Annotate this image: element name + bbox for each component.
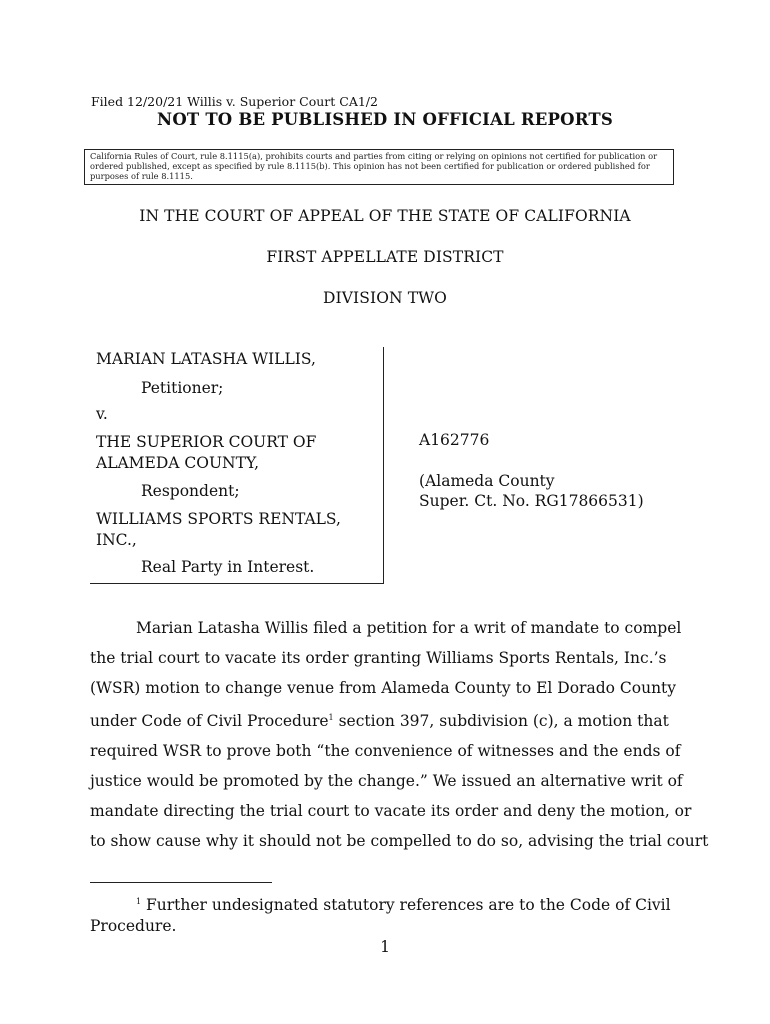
real-party-role: Real Party in Interest. <box>141 558 315 576</box>
county-line1: (Alameda County <box>419 472 555 490</box>
rule-notice-text: California Rules of Court, rule 8.1115(a), prohibits courts and parties from citing or relying on opinions not certified for publication or ordered published, except as specified by rule 8.1115(b). This opinion has not been certified for publication or ordered published for purposes of rule 8.1115. <box>90 151 658 182</box>
case-caption-parties <box>90 347 384 584</box>
footnote <box>90 891 690 937</box>
paragraph-line-prefix: under Code of Civil Procedure <box>90 712 329 730</box>
paragraph-line: mandate directing the trial court to vacate its order and deny the motion, or <box>90 802 692 820</box>
respondent-role: Respondent; <box>141 482 240 500</box>
footnote-divider <box>90 882 272 883</box>
paragraph-line: the trial court to vacate its order granting Williams Sports Rentals, Inc.’s <box>90 649 667 667</box>
real-party-name-line1: WILLIAMS SPORTS RENTALS, <box>96 510 341 528</box>
division-name: DIVISION TWO <box>323 289 447 307</box>
rule-notice-box <box>84 149 674 185</box>
filed-line: Filed 12/20/21 Willis v. Superior Court CA1/2 <box>91 94 378 109</box>
petitioner-name: MARIAN LATASHA WILLIS, <box>96 350 316 368</box>
respondent-name-line2: ALAMEDA COUNTY, <box>96 454 260 472</box>
page-number: 1 <box>380 938 390 956</box>
petitioner-role: Petitioner; <box>141 379 224 397</box>
not-published-heading: NOT TO BE PUBLISHED IN OFFICIAL REPORTS <box>157 110 613 129</box>
district-name: FIRST APPELLATE DISTRICT <box>266 248 504 266</box>
respondent-name-line1: THE SUPERIOR COURT OF <box>96 433 317 451</box>
paragraph-line: justice would be promoted by the change.” We issued an alternative writ of <box>90 772 683 790</box>
footnote-reference[interactable]: 1 <box>328 713 334 722</box>
paragraph-line-suffix: section 397, subdivision (c), a motion that <box>338 712 669 730</box>
paragraph-line: required WSR to prove both “the convenience of witnesses and the ends of <box>90 742 681 760</box>
paragraph-line: to show cause why it should not be compelled to do so, advising the trial court <box>90 832 709 850</box>
case-number: A162776 <box>419 431 490 449</box>
court-name: IN THE COURT OF APPEAL OF THE STATE OF CALIFORNIA <box>139 207 631 225</box>
footnote-text: Further undesignated statutory references are to the Code of Civil Procedure. <box>90 896 671 935</box>
paragraph-line <box>90 703 690 736</box>
county-line2: Super. Ct. No. RG17866531) <box>419 492 644 510</box>
paragraph-line: (WSR) motion to change venue from Alameda County to El Dorado County <box>90 679 677 697</box>
opinion-paragraph <box>90 613 709 856</box>
real-party-name-line2: INC., <box>96 531 137 549</box>
footnote-marker: 1 <box>136 897 142 906</box>
versus: v. <box>96 405 108 423</box>
paragraph-line: Marian Latasha Willis filed a petition for a writ of mandate to compel <box>136 619 682 637</box>
